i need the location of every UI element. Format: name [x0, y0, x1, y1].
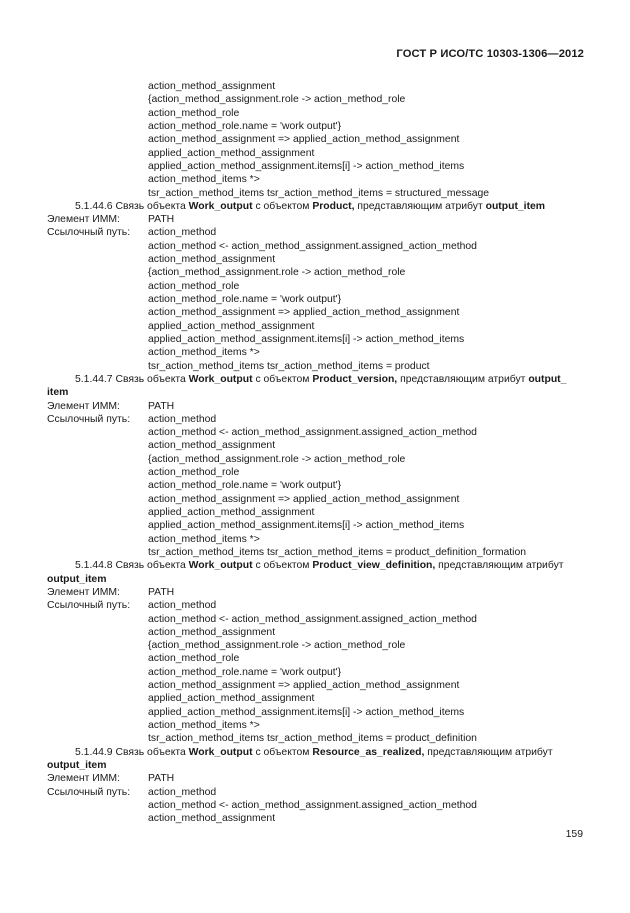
field-row [47, 599, 585, 612]
section-heading [47, 559, 585, 572]
heading-text: 5.1.44.8 Связь объекта [75, 560, 189, 572]
heading-text: с объектом [252, 746, 313, 758]
field-label: Элемент ИММ: [47, 773, 120, 785]
heading-text: представляющим атрибут [424, 746, 553, 758]
code-line: tsr_action_method_items tsr_action_method_items = product_definition_formation [148, 546, 527, 558]
code-line: action_method_role [148, 467, 240, 479]
field-label: Элемент ИММ: [47, 586, 120, 598]
code-line: tsr_action_method_items tsr_action_method_items = structured_message [148, 187, 490, 199]
heading-text: представляющим атрибут [435, 560, 564, 572]
heading-term: Work_output [188, 200, 253, 212]
code-line: applied_action_method_assignment [148, 147, 315, 159]
code-line: action_method_role.name = 'work output'} [148, 294, 342, 305]
field-row [47, 586, 585, 599]
code-line: tsr_action_method_items tsr_action_method_items = product_definition [148, 733, 477, 745]
code-line: {action_method_assignment.role -> action_method_role [148, 267, 406, 279]
heading-text: с объектом [252, 560, 313, 572]
heading-term: Work_output [188, 560, 253, 572]
field-label: Элемент ИММ: [47, 400, 120, 412]
code-line: tsr_action_method_items tsr_action_method_items = product [148, 360, 430, 372]
page-header: ГОСТ Р ИСО/ТС 10303-1306—2012 [396, 48, 584, 60]
document-body [47, 80, 585, 826]
code-line: action_method_role.name = 'work output'} [148, 666, 342, 678]
field-row [47, 413, 585, 426]
code-line: action_method <- action_method_assignment.assigned_action_method [148, 240, 477, 252]
field-row [47, 226, 585, 239]
section-heading [47, 373, 585, 386]
heading-continuation: output_item [47, 759, 107, 771]
code-line: {action_method_assignment.role -> action_method_role [148, 453, 406, 465]
code-line: applied_action_method_assignment.items[i] -> action_method_items [148, 333, 465, 345]
code-line: action_method_assignment => applied_action_method_assignment [148, 307, 460, 319]
field-label: Элемент ИММ: [47, 214, 120, 226]
code-line: applied_action_method_assignment.items[i] -> action_method_items [148, 520, 465, 532]
field-row [47, 400, 585, 413]
field-row [47, 786, 585, 799]
code-line: action_method_role [148, 280, 240, 292]
code-line: applied_action_method_assignment.items[i] -> action_method_items [148, 160, 465, 172]
field-value: PATH [148, 214, 175, 226]
field-value: PATH [148, 400, 175, 412]
code-line: applied_action_method_assignment [148, 320, 315, 332]
code-line: action_method_items *> [148, 720, 260, 731]
heading-term: Work_output [188, 746, 253, 758]
code-line: action_method_items *> [148, 174, 260, 186]
field-value: PATH [148, 773, 175, 785]
code-line: action_method_assignment [148, 813, 276, 825]
code-line: action_method <- action_method_assignment.assigned_action_method [148, 613, 477, 625]
heading-term: Product_view_definition, [312, 560, 436, 572]
code-line: action_method <- action_method_assignment.assigned_action_method [148, 799, 477, 811]
field-value: action_method [148, 786, 217, 798]
heading-continuation: output_item [47, 573, 107, 585]
field-value: PATH [148, 586, 175, 598]
code-line: action_method <- action_method_assignment.assigned_action_method [148, 427, 477, 439]
heading-text: с объектом [252, 200, 313, 212]
code-line: action_method_assignment [148, 626, 276, 638]
code-line: action_method_assignment [148, 440, 276, 452]
code-line: action_method_assignment => applied_action_method_assignment [148, 680, 460, 692]
heading-term: output_item [485, 200, 546, 212]
heading-text: представляющим атрибут [397, 373, 529, 385]
section-heading [47, 200, 585, 213]
heading-text: 5.1.44.6 Связь объекта [75, 200, 189, 212]
code-line: action_method_items *> [148, 533, 260, 545]
heading-text: 5.1.44.9 Связь объекта [75, 746, 189, 758]
code-line: applied_action_method_assignment [148, 507, 315, 518]
heading-text: с объектом [252, 373, 313, 385]
heading-term: Resource_as_realized, [312, 746, 425, 758]
code-line: action_method_assignment => applied_action_method_assignment [148, 134, 460, 146]
field-label: Ссылочный путь: [47, 600, 131, 612]
code-line: action_method_role [148, 107, 240, 119]
heading-text: 5.1.44.7 Связь объекта [75, 373, 189, 385]
code-line: action_method_assignment => applied_action_method_assignment [148, 493, 460, 505]
heading-term: Work_output [188, 373, 253, 385]
code-line: {action_method_assignment.role -> action_method_role [148, 640, 406, 652]
field-value: action_method [148, 413, 217, 425]
code-line: action_method_role.name = 'work output'} [148, 120, 342, 132]
heading-text: представляющим атрибут [354, 200, 486, 212]
field-row [47, 772, 585, 785]
section-heading [47, 746, 585, 759]
heading-term: Product_version, [312, 373, 398, 385]
code-line: action_method_items *> [148, 347, 260, 359]
heading-continuation: item [47, 387, 69, 399]
code-line: action_method_role [148, 653, 240, 665]
field-label: Ссылочный путь: [47, 227, 131, 239]
field-value: action_method [148, 227, 217, 239]
field-label: Ссылочный путь: [47, 786, 131, 798]
heading-term: Product, [312, 200, 355, 212]
code-line: applied_action_method_assignment [148, 693, 315, 705]
heading-term: output_ [528, 373, 567, 385]
field-row [47, 213, 585, 226]
code-line: action_method_role.name = 'work output'} [148, 480, 342, 492]
field-label: Ссылочный путь: [47, 413, 131, 425]
code-line: {action_method_assignment.role -> action_method_role [148, 94, 406, 106]
field-value: action_method [148, 600, 217, 612]
code-line: applied_action_method_assignment.items[i] -> action_method_items [148, 706, 465, 718]
code-line: action_method_assignment [148, 81, 276, 92]
code-line: action_method_assignment [148, 254, 276, 266]
page-number: 159 [565, 829, 583, 840]
